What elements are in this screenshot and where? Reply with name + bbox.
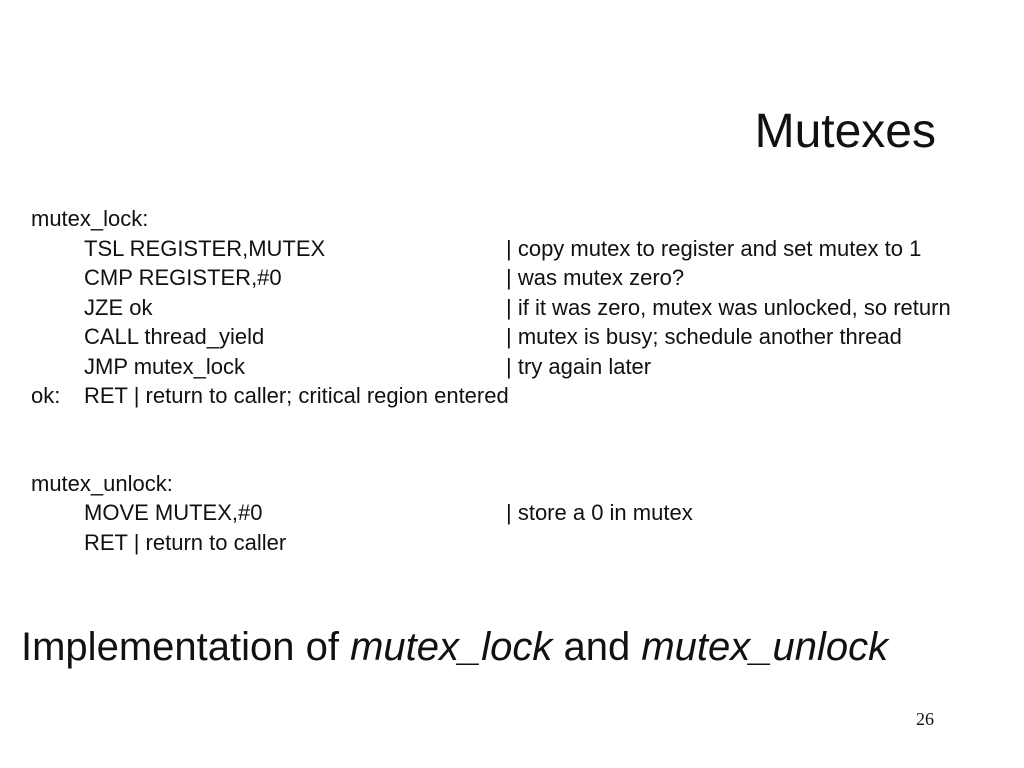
mutex-unlock-label: mutex_unlock:: [31, 470, 173, 496]
caption-lock-term: mutex_lock: [350, 625, 553, 669]
page-number: 26: [916, 709, 934, 729]
code-line: [31, 498, 1011, 528]
comment: | if it was zero, mutex was unlocked, so return: [506, 294, 951, 320]
section-gap: [31, 411, 1011, 469]
instruction: JMP mutex_lock: [84, 353, 245, 379]
code-line: [31, 234, 1011, 264]
code-line: [31, 322, 1011, 352]
comment: | mutex is busy; schedule another thread: [506, 324, 902, 349]
comment: | store a 0 in mutex: [506, 500, 693, 525]
instruction: TSL REGISTER,MUTEX: [84, 235, 326, 261]
instruction: RET | return to caller; critical region entered: [84, 383, 509, 408]
code-line: [31, 204, 1011, 234]
code-block: [31, 204, 1011, 557]
comment: | copy mutex to register and set mutex to 1: [506, 235, 922, 261]
instruction: MOVE MUTEX,#0: [84, 500, 263, 525]
code-line: [31, 352, 1011, 382]
caption-unlock-term: mutex_unlock: [641, 625, 889, 669]
mutex-lock-label: mutex_lock:: [31, 206, 149, 231]
caption-prefix: Implementation of: [21, 625, 351, 669]
instruction: JZE ok: [84, 294, 153, 320]
code-line: [31, 293, 1011, 323]
comment: | try again later: [506, 353, 652, 379]
comment: | was mutex zero?: [506, 265, 685, 290]
slide-title: Mutexes: [754, 105, 936, 158]
caption-joiner: and: [552, 625, 642, 669]
ok-label: ok:: [31, 383, 61, 408]
slide-caption: [21, 621, 1011, 673]
code-line: [31, 263, 1011, 293]
instruction: CALL thread_yield: [84, 324, 265, 349]
code-line: [31, 381, 1011, 411]
instruction: CMP REGISTER,#0: [84, 265, 282, 290]
instruction: RET | return to caller: [84, 529, 287, 555]
code-line: [31, 469, 1011, 499]
code-line: [31, 528, 1011, 558]
